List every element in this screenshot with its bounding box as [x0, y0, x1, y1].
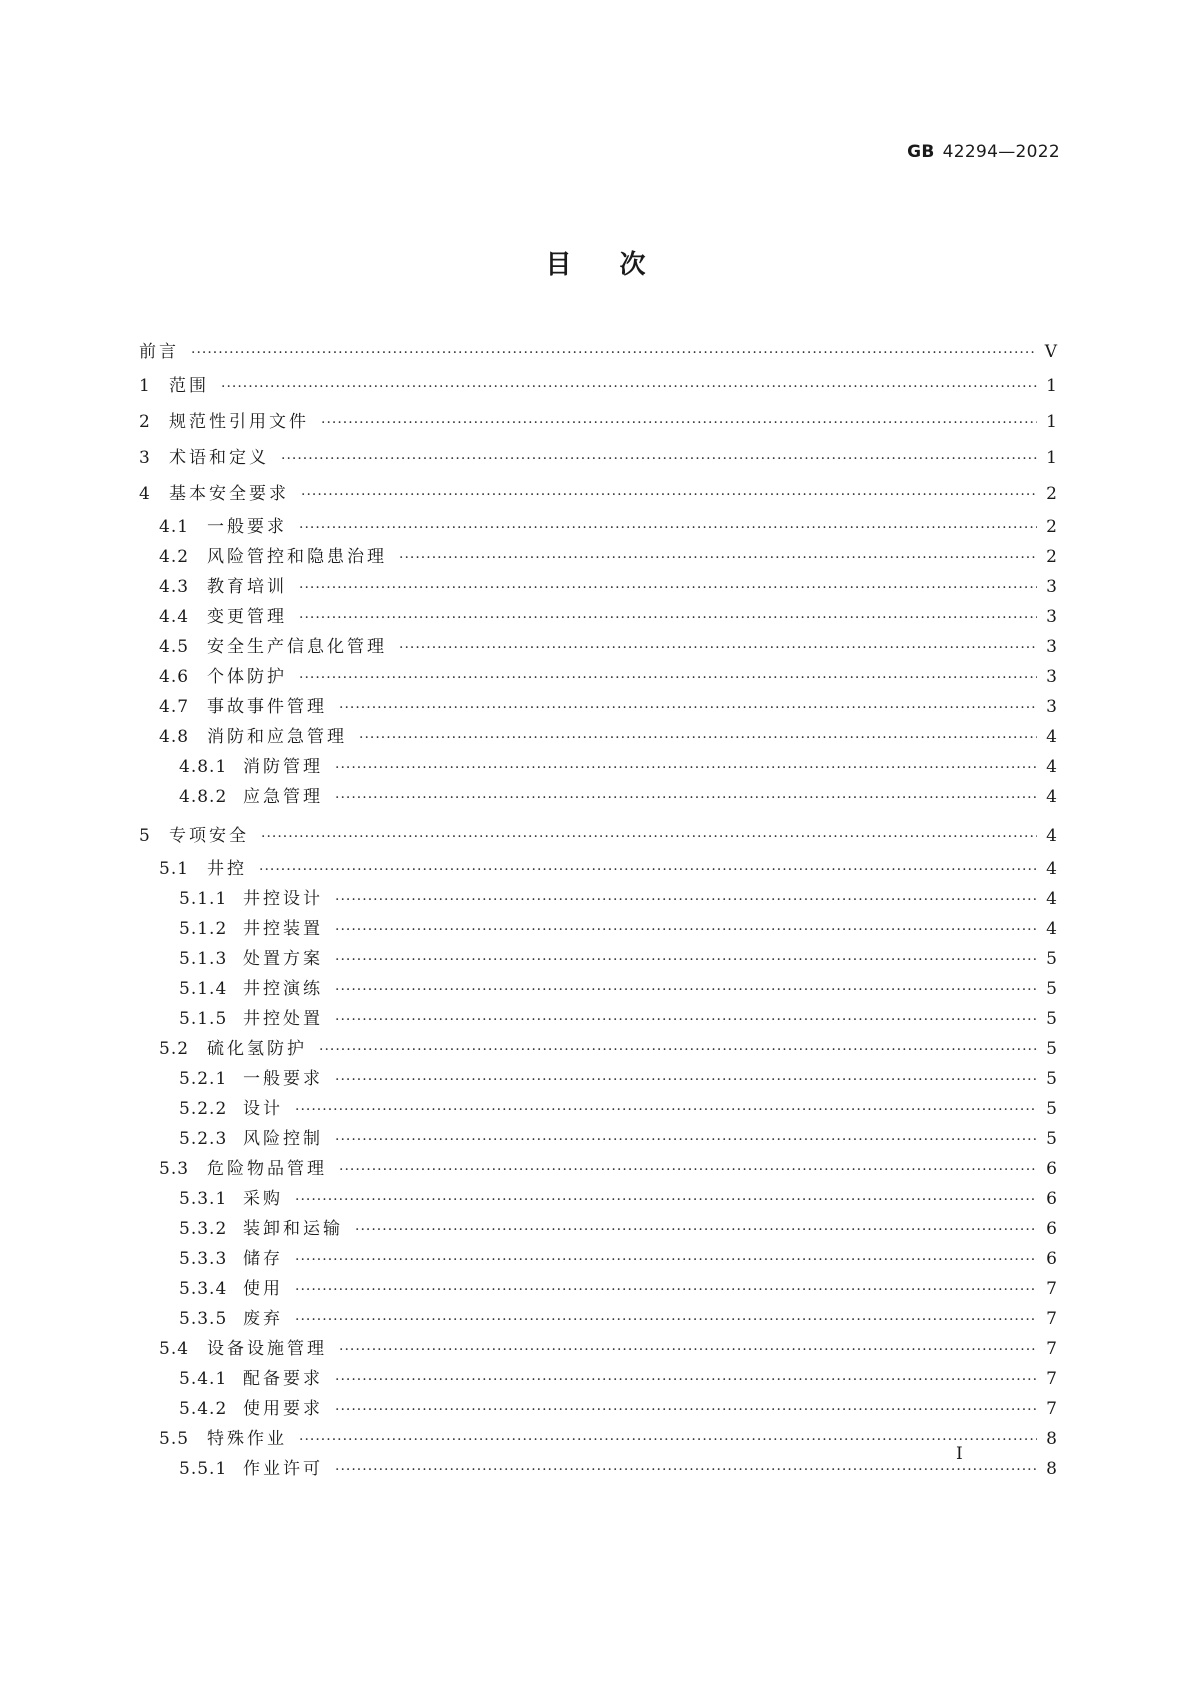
toc-entry-label: 废弃: [243, 1309, 283, 1329]
toc-entry[interactable]: [139, 854, 1057, 884]
toc-entry-label: 井控处置: [243, 1009, 323, 1029]
toc-entry-number: 5.4.1: [179, 1369, 228, 1389]
toc-entry[interactable]: [139, 1244, 1057, 1274]
toc-entry[interactable]: [139, 1424, 1057, 1454]
toc-entry-label: 井控设计: [243, 889, 323, 909]
toc-entry-label: 井控演练: [243, 979, 323, 999]
toc-entry-page: 5: [1046, 1069, 1057, 1089]
toc-entry-label: 危险物品管理: [207, 1159, 327, 1179]
toc-dot-leader: [295, 1305, 1037, 1335]
toc-entry-label: 规范性引用文件: [169, 412, 309, 432]
toc-dot-leader: [335, 1125, 1037, 1155]
toc-entry-label: 范围: [169, 376, 209, 396]
toc-dot-leader: [299, 663, 1037, 693]
toc-entry[interactable]: [139, 368, 1057, 404]
toc-entry-label: 设备设施管理: [207, 1339, 327, 1359]
standard-number: 42294—2022: [942, 142, 1060, 162]
toc-entry[interactable]: [139, 1334, 1057, 1364]
toc-entry-page: 8: [1046, 1429, 1057, 1449]
toc-entry-page: 7: [1046, 1369, 1057, 1389]
toc-entry-number: 5.3.2: [179, 1219, 228, 1239]
toc-entry-number: 4.1: [159, 517, 190, 537]
toc-entry-page: 6: [1046, 1219, 1057, 1239]
toc-entry-number: 4.4: [159, 607, 190, 627]
toc-dot-leader: [335, 915, 1037, 945]
toc-entry[interactable]: [139, 1364, 1057, 1394]
toc-entry-label: 使用要求: [243, 1399, 323, 1419]
toc-entry-label: 事故事件管理: [207, 697, 327, 717]
toc-dot-leader: [259, 855, 1037, 885]
toc-entry-label: 装卸和运输: [243, 1219, 343, 1239]
toc-entry[interactable]: [139, 752, 1057, 782]
toc-entry[interactable]: [139, 1304, 1057, 1334]
toc-dot-leader: [281, 441, 1037, 477]
toc-entry-number: 4.8: [159, 727, 190, 747]
toc-entry[interactable]: [139, 476, 1057, 512]
toc-entry[interactable]: [139, 662, 1057, 692]
toc-entry-number: 5.4.2: [179, 1399, 228, 1419]
toc-dot-leader: [335, 975, 1037, 1005]
toc-dot-leader: [295, 1095, 1037, 1125]
toc-dot-leader: [335, 945, 1037, 975]
table-of-contents: [139, 336, 1057, 1484]
toc-entry-number: 5.2.1: [179, 1069, 228, 1089]
toc-dot-leader: [399, 543, 1037, 573]
toc-dot-leader: [299, 1425, 1037, 1455]
toc-entry-number: 4.6: [159, 667, 190, 687]
standard-code: [907, 142, 1060, 162]
toc-entry[interactable]: [139, 1004, 1057, 1034]
toc-entry-label: 井控: [207, 859, 247, 879]
toc-entry-number: 5.1.4: [179, 979, 228, 999]
toc-entry-page: 4: [1046, 787, 1057, 807]
toc-dot-leader: [355, 1215, 1037, 1245]
toc-dot-leader: [359, 723, 1037, 753]
toc-dot-leader: [319, 1035, 1037, 1065]
toc-entry-label: 处置方案: [243, 949, 323, 969]
toc-dot-leader: [335, 783, 1037, 813]
toc-entry-label: 风险控制: [243, 1129, 323, 1149]
toc-entry-label: 消防管理: [243, 757, 323, 777]
toc-entry-label: 个体防护: [207, 667, 287, 687]
toc-entry-page: 1: [1046, 376, 1057, 396]
toc-dot-leader: [339, 1155, 1037, 1185]
toc-entry-page: 1: [1046, 448, 1057, 468]
toc-dot-leader: [335, 885, 1037, 915]
toc-entry[interactable]: [139, 1034, 1057, 1064]
toc-entry-label: 特殊作业: [207, 1429, 287, 1449]
toc-entry-label: 应急管理: [243, 787, 323, 807]
toc-entry[interactable]: [139, 782, 1057, 812]
toc-entry-label: 专项安全: [169, 826, 249, 846]
toc-entry-page: 5: [1046, 1129, 1057, 1149]
toc-dot-leader: [221, 369, 1037, 405]
toc-entry-page: 7: [1046, 1279, 1057, 1299]
toc-entry-page: 5: [1046, 1099, 1057, 1119]
toc-entry[interactable]: [139, 632, 1057, 662]
toc-entry[interactable]: [139, 572, 1057, 602]
toc-entry-page: 3: [1046, 607, 1057, 627]
toc-entry-label: 储存: [243, 1249, 283, 1269]
toc-entry-number: 4.2: [159, 547, 190, 567]
toc-entry-label: 术语和定义: [169, 448, 269, 468]
toc-entry-number: 5.5: [159, 1429, 190, 1449]
toc-entry-page: 2: [1046, 547, 1057, 567]
toc-entry-number: 5.1.5: [179, 1009, 228, 1029]
toc-dot-leader: [321, 405, 1037, 441]
toc-entry-number: 5: [139, 826, 151, 846]
toc-entry-label: 前言: [139, 342, 179, 362]
toc-entry-page: 4: [1046, 889, 1057, 909]
toc-entry-number: 5.1.3: [179, 949, 228, 969]
toc-entry-number: 5.1.2: [179, 919, 228, 939]
toc-entry-label: 基本安全要求: [169, 484, 289, 504]
page-title: 目次: [545, 250, 694, 280]
toc-entry[interactable]: [139, 1394, 1057, 1424]
toc-entry[interactable]: [139, 974, 1057, 1004]
toc-entry-label: 设计: [243, 1099, 283, 1119]
toc-entry[interactable]: [139, 1064, 1057, 1094]
toc-entry[interactable]: [139, 1154, 1057, 1184]
toc-entry-page: 4: [1046, 757, 1057, 777]
toc-entry-number: 5.2.3: [179, 1129, 228, 1149]
toc-entry[interactable]: [139, 692, 1057, 722]
toc-entry-page: 7: [1046, 1399, 1057, 1419]
toc-entry-label: 使用: [243, 1279, 283, 1299]
toc-dot-leader: [335, 753, 1037, 783]
toc-entry[interactable]: [139, 602, 1057, 632]
toc-dot-leader: [301, 477, 1037, 513]
toc-entry-page: 7: [1046, 1339, 1057, 1359]
toc-entry-page: 5: [1046, 1039, 1057, 1059]
toc-dot-leader: [335, 1455, 1037, 1485]
toc-entry-label: 安全生产信息化管理: [207, 637, 387, 657]
toc-dot-leader: [335, 1065, 1037, 1095]
toc-entry[interactable]: [139, 944, 1057, 974]
toc-entry-page: 4: [1046, 727, 1057, 747]
toc-entry-label: 配备要求: [243, 1369, 323, 1389]
toc-entry-number: 5.5.1: [179, 1459, 228, 1479]
toc-entry[interactable]: [139, 336, 1057, 368]
toc-entry-number: 5.1.1: [179, 889, 228, 909]
toc-entry-page: 3: [1046, 697, 1057, 717]
toc-entry[interactable]: [139, 1094, 1057, 1124]
toc-entry-number: 4.7: [159, 697, 190, 717]
toc-entry-number: 5.3.3: [179, 1249, 228, 1269]
toc-entry-label: 风险管控和隐患治理: [207, 547, 387, 567]
toc-entry-number: 5.3.1: [179, 1189, 228, 1209]
toc-dot-leader: [295, 1245, 1037, 1275]
toc-entry[interactable]: [139, 1124, 1057, 1154]
toc-entry-label: 井控装置: [243, 919, 323, 939]
toc-entry-number: 5.3.4: [179, 1279, 228, 1299]
toc-entry-page: 6: [1046, 1189, 1057, 1209]
toc-entry-page: 3: [1046, 577, 1057, 597]
toc-entry-page: 4: [1046, 859, 1057, 879]
toc-entry-page: 4: [1046, 826, 1057, 846]
toc-dot-leader: [339, 1335, 1037, 1365]
toc-entry-label: 消防和应急管理: [207, 727, 347, 747]
toc-dot-leader: [335, 1005, 1037, 1035]
toc-dot-leader: [299, 603, 1037, 633]
toc-entry[interactable]: [139, 440, 1057, 476]
toc-entry[interactable]: [139, 1274, 1057, 1304]
toc-entry-label: 采购: [243, 1189, 283, 1209]
toc-dot-leader: [295, 1185, 1037, 1215]
toc-dot-leader: [295, 1275, 1037, 1305]
toc-dot-leader: [335, 1365, 1037, 1395]
toc-entry-number: 4.3: [159, 577, 190, 597]
toc-entry-number: 3: [139, 448, 151, 468]
toc-entry[interactable]: [139, 914, 1057, 944]
toc-entry-page: 2: [1046, 484, 1057, 504]
toc-entry-page: 4: [1046, 919, 1057, 939]
toc-entry[interactable]: [139, 542, 1057, 572]
toc-entry[interactable]: [139, 722, 1057, 752]
toc-entry-label: 变更管理: [207, 607, 287, 627]
toc-entry-number: 1: [139, 376, 151, 396]
toc-entry-number: 4: [139, 484, 151, 504]
toc-entry[interactable]: [139, 404, 1057, 440]
toc-entry-page: 3: [1046, 667, 1057, 687]
toc-entry[interactable]: [139, 1214, 1057, 1244]
toc-entry-number: 5.4: [159, 1339, 190, 1359]
toc-entry-number: 4.8.2: [179, 787, 228, 807]
toc-entry[interactable]: [139, 1184, 1057, 1214]
toc-entry-number: 5.3.5: [179, 1309, 228, 1329]
toc-dot-leader: [299, 513, 1037, 543]
toc-entry-number: 5.2.2: [179, 1099, 228, 1119]
toc-entry-number: 5.2: [159, 1039, 190, 1059]
toc-entry-page: 6: [1046, 1249, 1057, 1269]
toc-entry[interactable]: [139, 818, 1057, 854]
toc-entry[interactable]: [139, 1454, 1057, 1484]
toc-entry-page: V: [1044, 342, 1057, 362]
toc-entry-label: 一般要求: [243, 1069, 323, 1089]
toc-entry-number: 4.8.1: [179, 757, 228, 777]
toc-entry-label: 作业许可: [243, 1459, 323, 1479]
toc-entry-number: 5.3: [159, 1159, 190, 1179]
toc-entry-page: 1: [1046, 412, 1057, 432]
toc-dot-leader: [339, 693, 1037, 723]
toc-dot-leader: [335, 1395, 1037, 1425]
standard-prefix: GB: [907, 142, 935, 162]
toc-dot-leader: [191, 337, 1037, 369]
toc-entry-page: 6: [1046, 1159, 1057, 1179]
toc-dot-leader: [261, 819, 1037, 855]
toc-entry-label: 教育培训: [207, 577, 287, 597]
toc-entry-page: 2: [1046, 517, 1057, 537]
toc-entry-page: 7: [1046, 1309, 1057, 1329]
toc-dot-leader: [399, 633, 1037, 663]
toc-entry[interactable]: [139, 512, 1057, 542]
toc-entry-page: 5: [1046, 979, 1057, 999]
toc-entry-page: 3: [1046, 637, 1057, 657]
toc-entry-number: 5.1: [159, 859, 190, 879]
toc-entry-page: 5: [1046, 949, 1057, 969]
toc-dot-leader: [299, 573, 1037, 603]
toc-entry-page: 8: [1046, 1459, 1057, 1479]
page-number: I: [956, 1444, 963, 1464]
toc-entry-label: 硫化氢防护: [207, 1039, 307, 1059]
toc-entry-label: 一般要求: [207, 517, 287, 537]
toc-entry-page: 5: [1046, 1009, 1057, 1029]
toc-entry[interactable]: [139, 884, 1057, 914]
toc-entry-number: 2: [139, 412, 151, 432]
toc-entry-number: 4.5: [159, 637, 190, 657]
